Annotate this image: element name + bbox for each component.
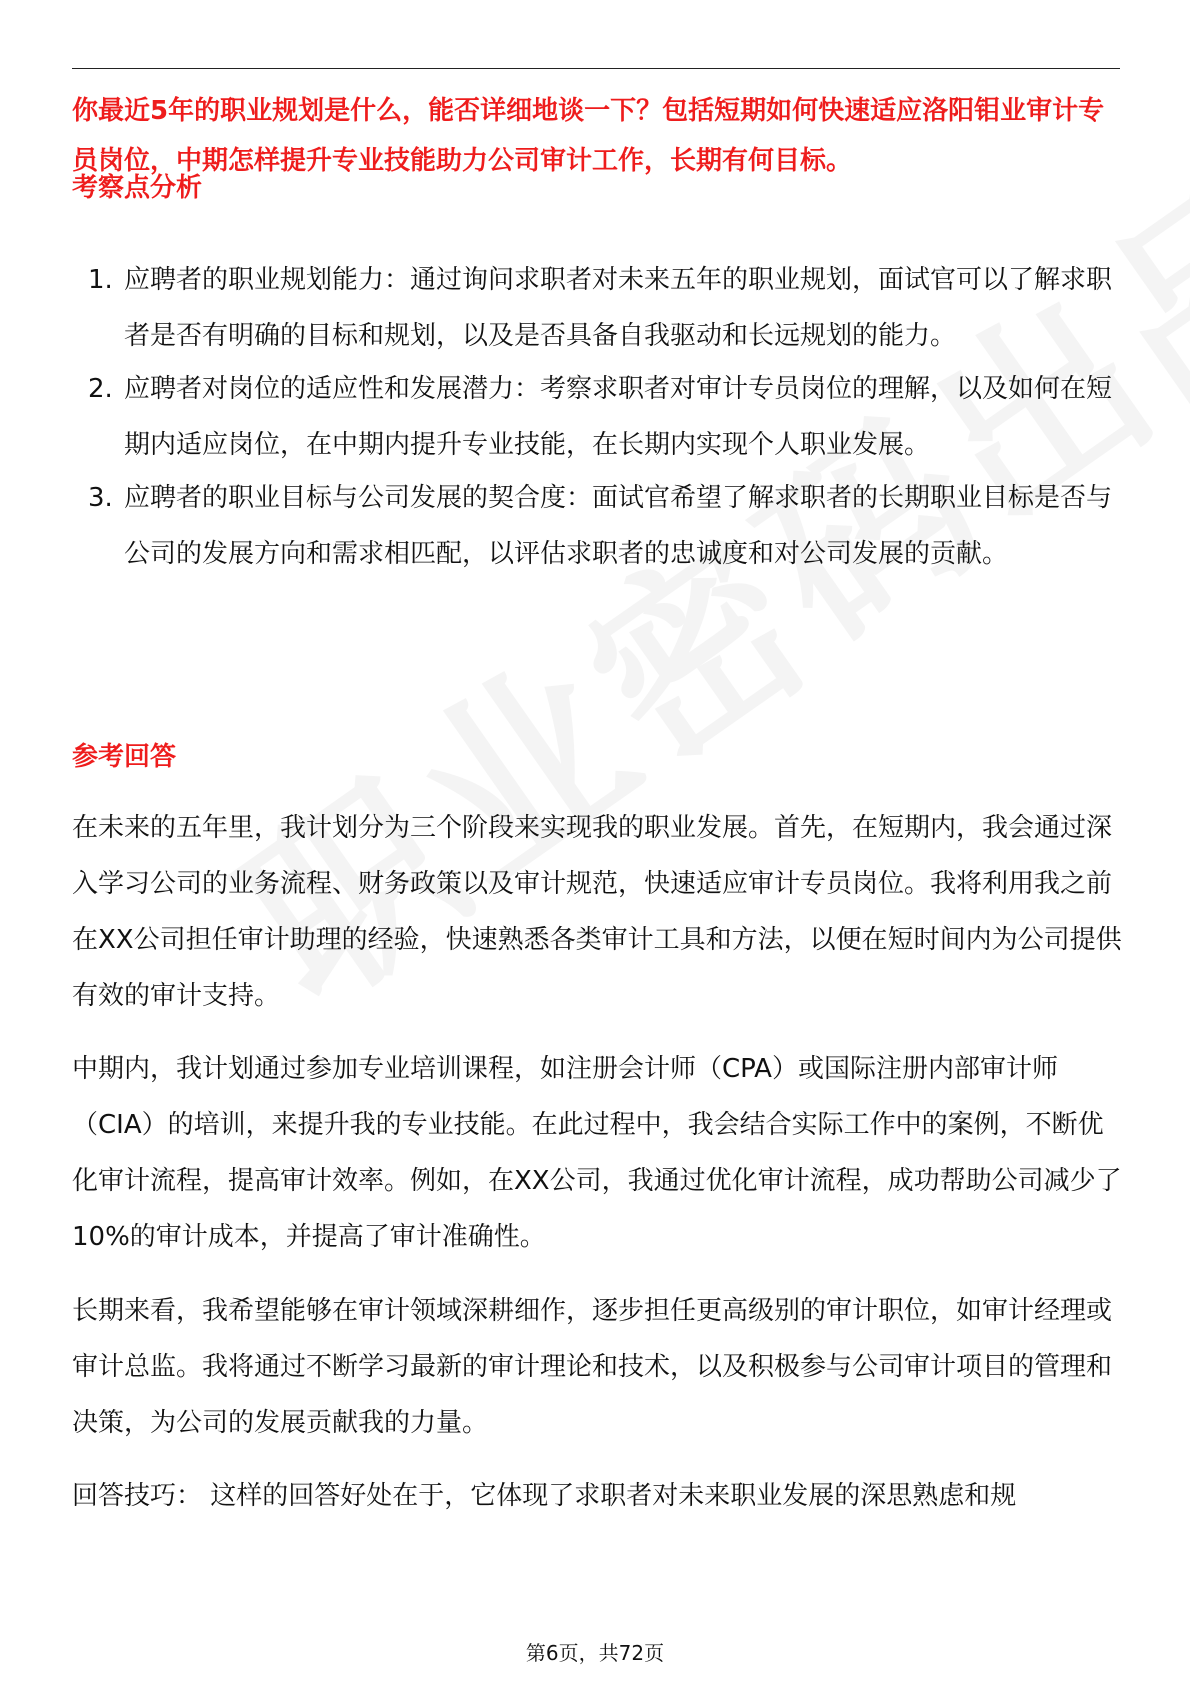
answer-tips: 回答技巧： 这样的回答好处在于，它体现了求职者对未来职业发展的深思熟虑和规 — [72, 1481, 1017, 1511]
analysis-item-text: 应聘者的职业目标与公司发展的契合度：面试官希望了解求职者的长期职业目标是否与公司的发展方向和需求相匹配，以评估求职者的忠诚度和对公司发展的贡献。 — [124, 483, 1113, 569]
analysis-item-number: 2. — [88, 374, 113, 404]
top-divider — [72, 68, 1120, 69]
analysis-item-number: 3. — [88, 483, 113, 513]
interview-question: 你最近5年的职业规划是什么，能否详细地谈一下？包括短期如何快速适应洛阳钼业审计专员岗位，中期怎样提升专业技能助力公司审计工作，长期有何目标。 — [72, 96, 1105, 176]
analysis-item — [72, 361, 1122, 473]
analysis-item — [72, 470, 1122, 582]
reference-heading: 参考回答 — [72, 742, 177, 772]
analysis-item-text: 应聘者的职业规划能力：通过询问求职者对未来五年的职业规划，面试官可以了解求职者是否有明确的目标和规划，以及是否具备自我驱动和长远规划的能力。 — [124, 265, 1113, 351]
analysis-heading: 考察点分析 — [72, 173, 203, 203]
analysis-list — [72, 252, 1122, 582]
analysis-item — [72, 252, 1122, 364]
analysis-item-number: 1. — [88, 265, 113, 295]
answer-paragraph: 长期来看，我希望能够在审计领域深耕细作，逐步担任更高级别的审计职位，如审计经理或审计总监。我将通过不断学习最新的审计理论和技术，以及积极参与公司审计项目的管理和决策，为公司的发展贡献我的力量。 — [72, 1296, 1113, 1438]
answer-paragraph: 中期内，我计划通过参加专业培训课程，如注册会计师（CPA）或国际注册内部审计师（CIA）的培训，来提升我的专业技能。在此过程中，我会结合实际工作中的案例，不断优化审计流程，提高审计效率。例如，在XX公司，我通过优化审计流程，成功帮助公司减少了10%的审计成本，并提高了审计准确性。 — [72, 1054, 1122, 1252]
answer-paragraph: 在未来的五年里，我计划分为三个阶段来实现我的职业发展。首先，在短期内，我会通过深入学习公司的业务流程、财务政策以及审计规范，快速适应审计专员岗位。我将利用我之前在XX公司担任审计助理的经验，快速熟悉各类审计工具和方法，以便在短时间内为公司提供有效的审计支持。 — [72, 813, 1122, 1011]
page-number: 第6页，共72页 — [525, 1641, 665, 1665]
analysis-item-text: 应聘者对岗位的适应性和发展潜力：考察求职者对审计专员岗位的理解，以及如何在短期内适应岗位，在中期内提升专业技能，在长期内实现个人职业发展。 — [124, 374, 1113, 460]
